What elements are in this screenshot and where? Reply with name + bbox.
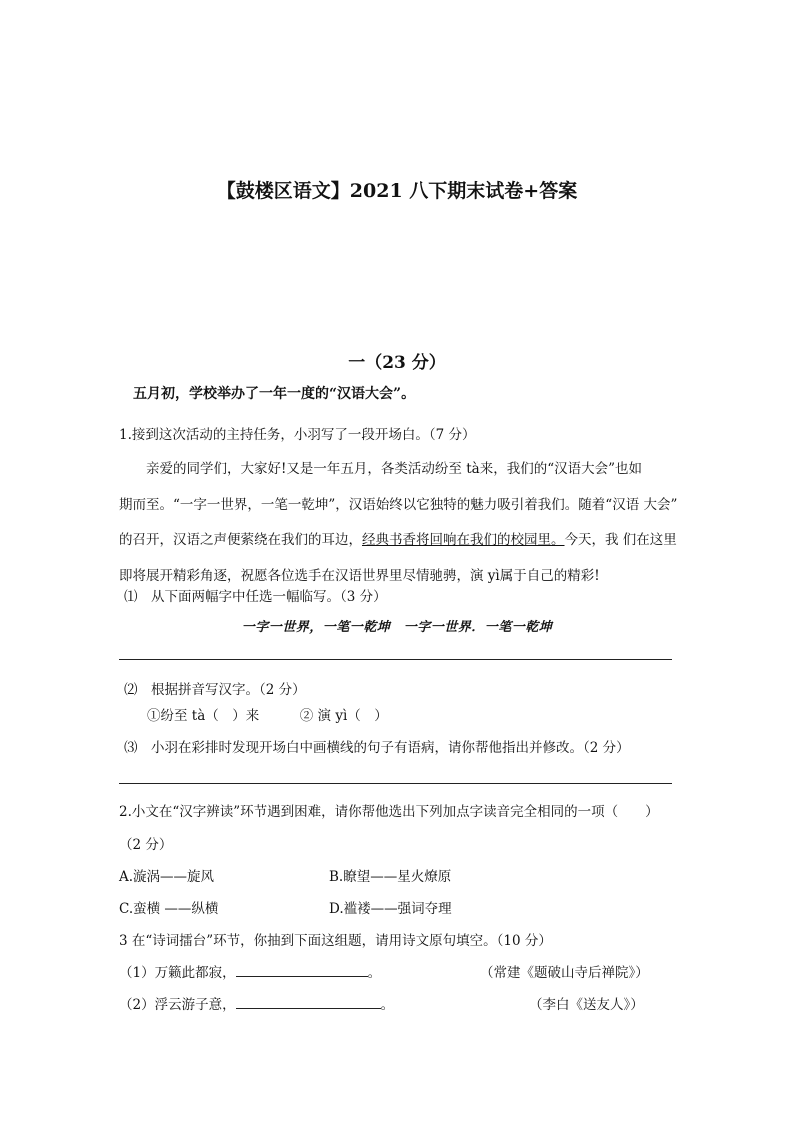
question-1-stem: 1.接到这次活动的主持任务，小羽写了一段开场白。（7 分） — [119, 427, 476, 443]
page-title: 【鼓楼区语文】2021 八下期末试卷+答案 — [216, 180, 578, 202]
poem-item-2-blank[interactable] — [236, 994, 381, 1009]
paragraph-line-3 — [119, 523, 679, 559]
poem-item-2-end: 。 — [380, 997, 395, 1013]
question-1-sub-1: ⑴ 从下面两幅字中任选一幅临写。（3 分） — [124, 589, 387, 605]
underlined-sentence: 经典书香将回响在我们的校园里。 — [362, 532, 565, 548]
poem-item-2-text: （2）浮云游子意， — [119, 997, 236, 1013]
poem-item-2-source: （李白《送友人》） — [529, 997, 644, 1013]
poem-item-1-source: （常建《题破山寺后禅院》） — [480, 965, 649, 981]
question-2-stem: 2.小文在“汉字辨读”环节遇到困难，请你帮他选出下列加点字读音完全相同的一项（ ） — [119, 804, 659, 820]
option-a[interactable]: A.漩涡——旋风 — [119, 869, 215, 885]
paragraph-line-4: 即将展开精彩角逐，祝愿各位选手在汉语世界里尽情驰骋，演 yì属于自己的精彩! — [119, 567, 600, 584]
poem-item-1-text: （1）万籁此都寂， — [119, 965, 236, 981]
intro-text: 五月初，学校举办了一年一度的“汉语大会”。 — [133, 386, 416, 402]
answer-line-2[interactable] — [119, 783, 672, 784]
question-1-sub-3: ⑶ 小羽在彩排时发现开场白中画横线的句子有语病，请你帮他指出并修改。（2 分） — [124, 740, 630, 756]
calligraphy-samples: 一字一世界，一笔一乾坤 一字一世界．一笔一乾坤 — [241, 620, 553, 635]
paragraph-line-3-start: 的召开，汉语之声便萦绕在我们的耳边， — [119, 532, 362, 548]
answer-line-1[interactable] — [119, 659, 672, 660]
poem-item-1-blank[interactable] — [236, 962, 368, 977]
question-1-sub-2: ⑵ 根据拼音写汉字。（2 分） — [124, 682, 306, 698]
question-3-stem: 3 在“诗词擂台”环节，你抽到下面这组题，请用诗文原句填空。（10 分） — [119, 933, 552, 949]
poem-item-2 — [119, 993, 394, 1013]
option-d[interactable]: D.褴褛——强词夺理 — [329, 901, 452, 917]
section-heading: 一（23 分） — [348, 353, 446, 373]
option-b[interactable]: B.瞭望——星火燎原 — [329, 869, 452, 885]
opening-paragraph — [119, 452, 679, 594]
poem-item-1 — [119, 961, 381, 981]
paragraph-line-3-end: 今天，我 们在这里 — [564, 532, 677, 548]
option-c[interactable]: C.蛮横 ——纵横 — [119, 901, 219, 917]
paragraph-line-2: 期而至。“一字一世界，一笔一乾坤”，汉语始终以它独特的魅力吸引着我们。随着“汉语 大会” — [119, 496, 678, 513]
question-1-sub-2-items: ①纷至 tà（ ）来 ② 演 yì（ ） — [147, 708, 388, 724]
poem-item-1-end: 。 — [367, 965, 382, 981]
question-2-score: （2 分） — [119, 837, 173, 853]
paragraph-line-1: 亲爱的同学们，大家好!又是一年五月，各类活动纷至 tà来，我们的“汉语大会”也如 — [146, 461, 642, 477]
